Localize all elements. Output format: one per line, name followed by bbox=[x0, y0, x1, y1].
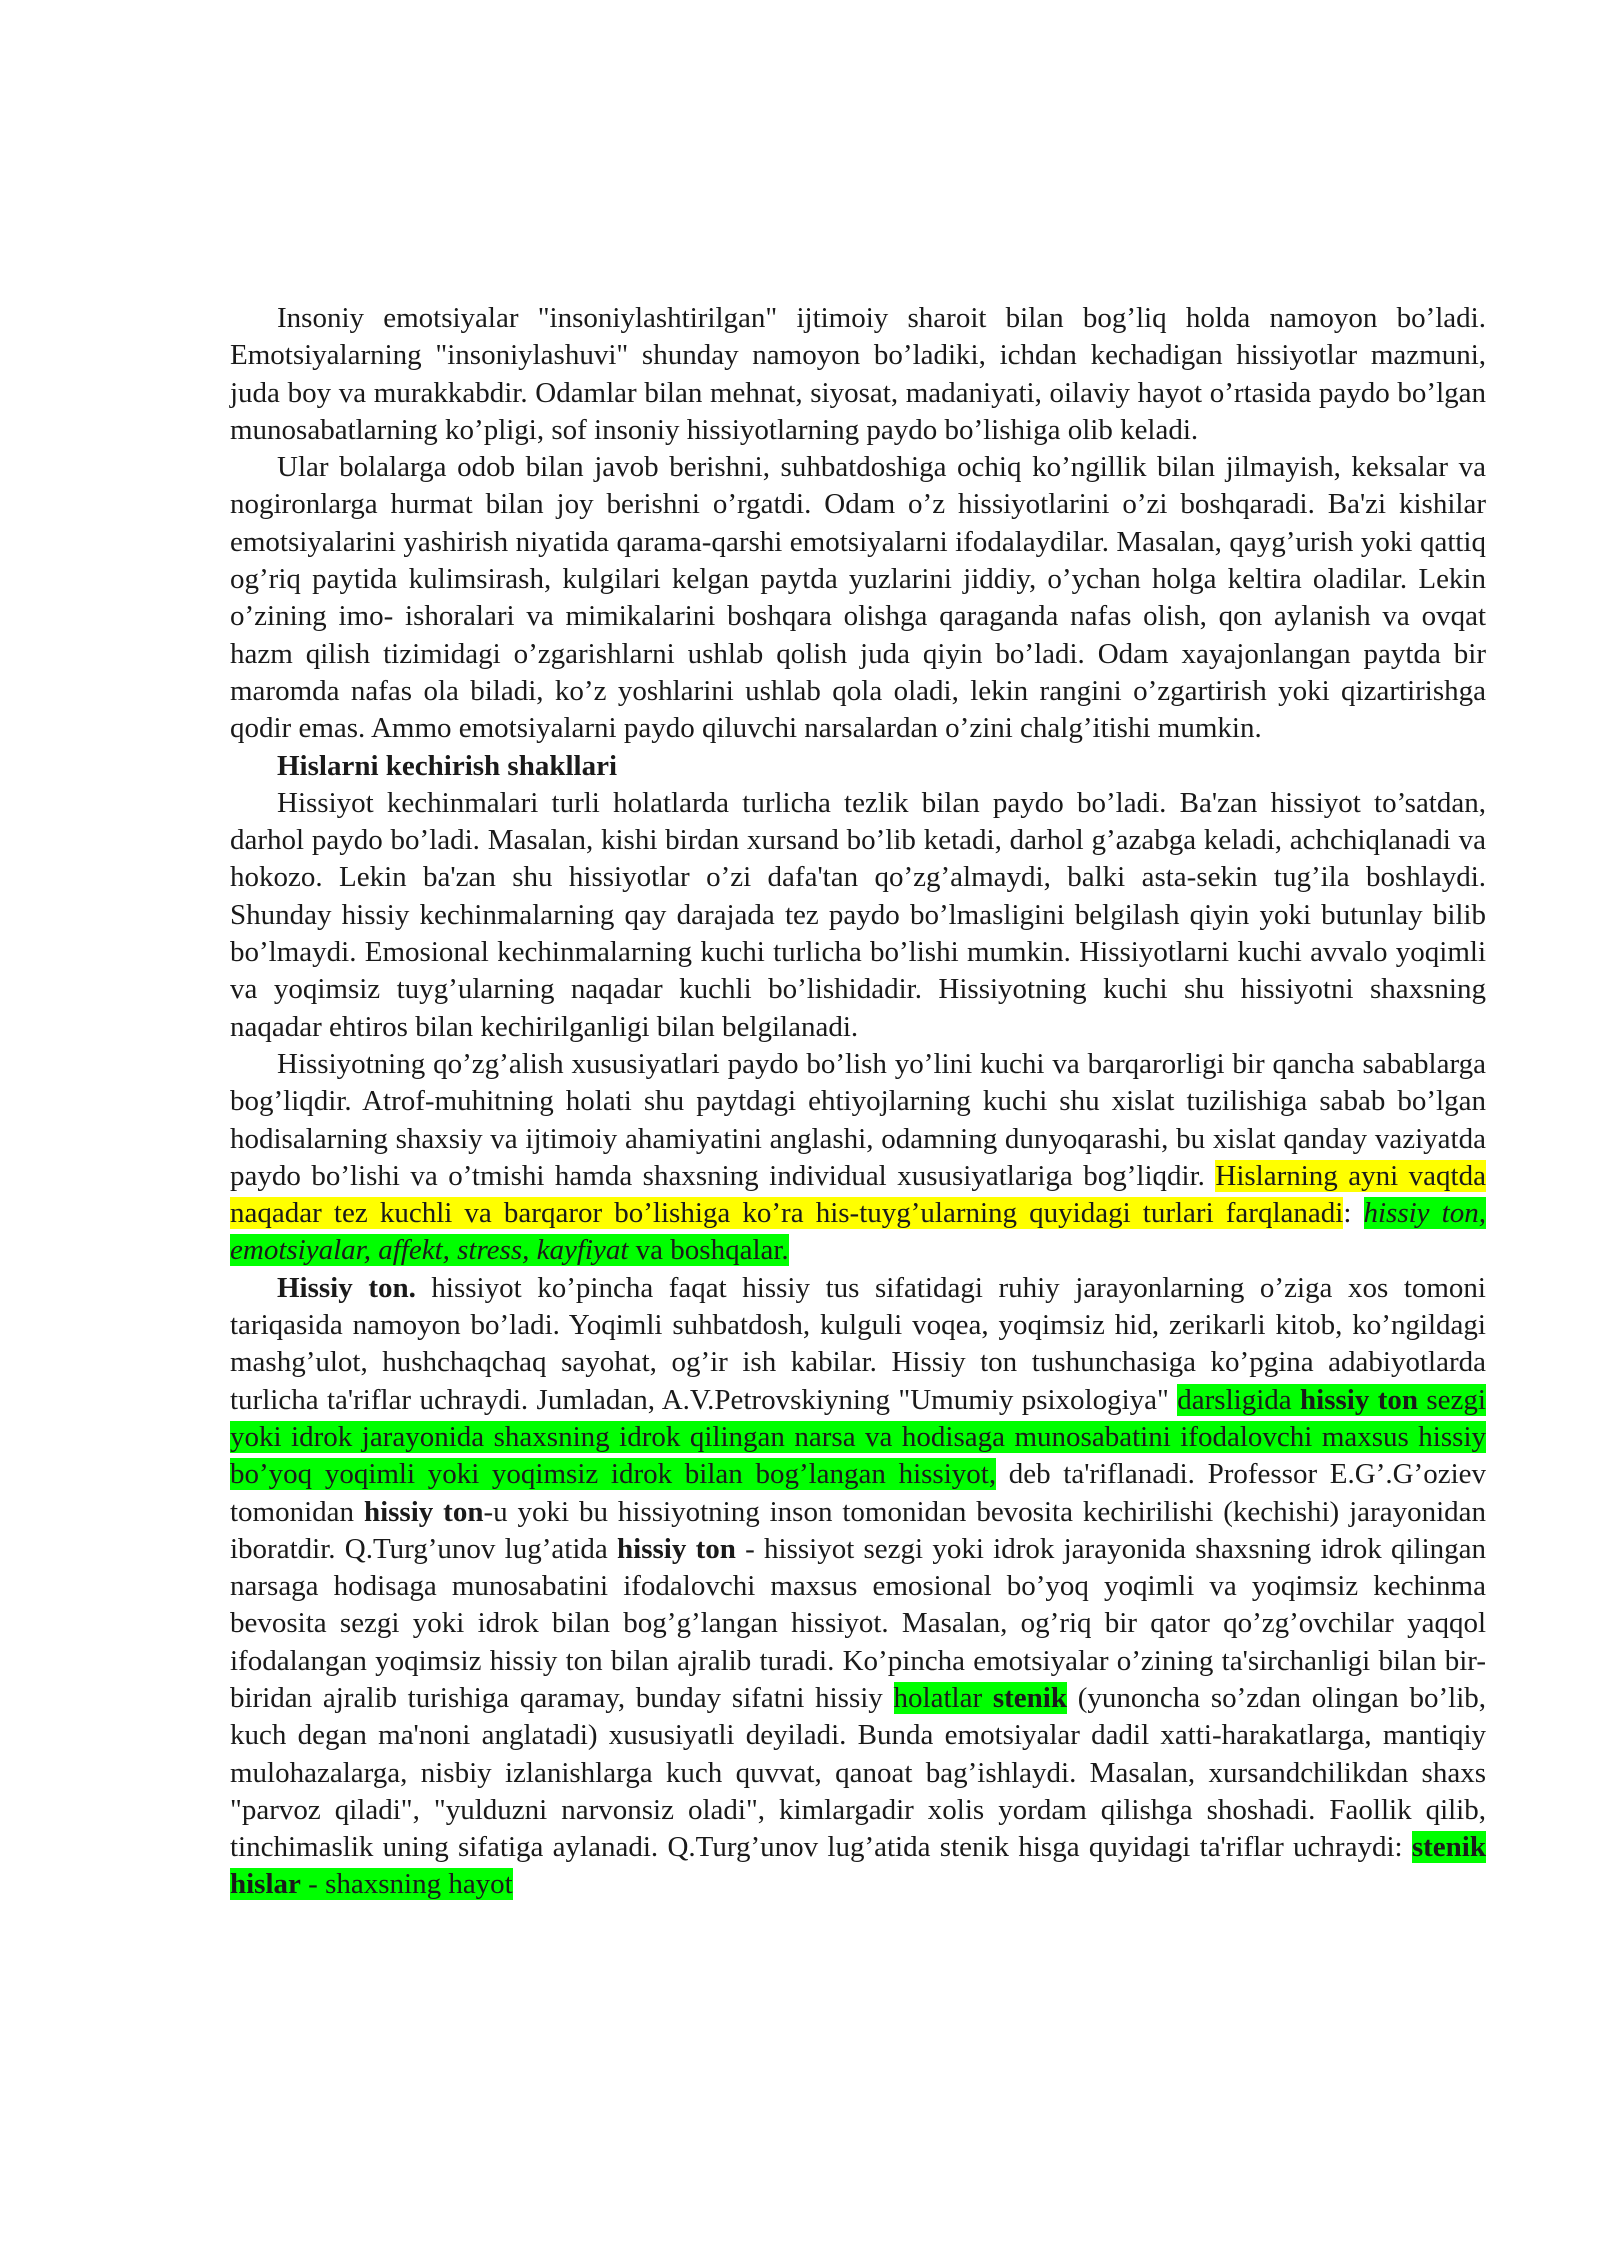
paragraph-4 bbox=[230, 1046, 1486, 1270]
definition-start: darsligida bbox=[1177, 1383, 1301, 1416]
stenik-hislar-bold: stenik hislar bbox=[230, 1831, 1486, 1901]
paragraph-1: Insoniy emotsiyalar "insoniylashtirilgan" ijtimoiy sharoit bilan bog’liq holda namoyon bo’ladi. Emotsiyalarning "insoniylashuvi" shunday namoyon bo’ladiki, ichdan kechadigan hissiyotlar mazmuni, juda boy va murakkabdir. Odamlar bilan mehnat, siyosat, madaniyati, oilaviy hayot o’rtasida paydo bo’lgan munosabatlarning ko’pligi, sof insoniy hissiyotlarning paydo bo’lishiga olib keladi. bbox=[230, 302, 1486, 446]
section-heading: Hislarni kechirish shakllari bbox=[277, 749, 617, 782]
holatlar-text: holatlar bbox=[893, 1681, 993, 1714]
paragraph-3: Hissiyot kechinmalari turli holatlarda turlicha tezlik bilan paydo bo’ladi. Ba'zan hissiyot to’satdan, darhol paydo bo’ladi. Masalan, kishi birdan xursand bo’lib ketadi, darhol g’azabga keladi, achchiqlanadi va hokozo. Lekin ba'zan shu hissiyotlar o’zi dafa'tan qo’zg’almaydi, balki asta-sekin tug’ila boshlaydi. Shunday hissiy kechinmalarning qay darajada tez paydo bo’lmasligini belgilash qiyin yoki butunlay bilib bo’lmaydi. Emosional kechinmalarning kuchi turlicha bo’lishi mumkin. Hissiyotlarni kuchi avvalo yoqimli va yoqimsiz tuyg’ularning naqadar kuchli bo’lishidadir. Hissiyotning kuchi shu hissiyotni shaxsning naqadar ehtiros bilan kechirilganligi bilan belgilanadi. bbox=[230, 786, 1486, 1043]
stenik-bold: stenik bbox=[992, 1681, 1067, 1714]
paragraph-5-text-2: deb ta'riflanadi. Professor E.G’.G’oziev tomonidan bbox=[230, 1458, 1486, 1528]
document-page bbox=[230, 300, 1486, 1904]
paragraph-5-text-5: (yunoncha so’zdan olingan bo’lib, kuch degan ma'noni anglatadi) xususiyatli deyiladi. Bunda emotsiyalar dadil xatti-harakatlarga, mantiqiy mulohazalarga, nisbiy izlanishlarga kuch quvvat, qanoat bag’ishlaydi. Masalan, xursandchilikdan shaxs "parvoz qiladi", "yulduzni narvonsiz oladi", kimlargadir xolis yordam qilishga shoshadi. Faollik qilib, tinchimaslik uning sifatiga aylanadi. Q.Turg’unov lug’atida stenik hisga quyidagi ta'riflar uchraydi: bbox=[230, 1681, 1487, 1864]
hissiy-ton-bold-3: hissiy ton bbox=[617, 1532, 736, 1565]
hissiy-ton-lead: Hissiy ton. bbox=[277, 1271, 416, 1304]
paragraph-5-text-1: hissiyot ko’pincha faqat hissiy tus sifatidagi ruhiy jarayonlarning o’ziga xos tomoni tariqasida namoyon bo’ladi. Yoqimli suhbatdosh, kulguli voqea, yoqimsiz hid, zerikarli kitob, ko’ngildagi mashg’ulot, hushchaqchaq sayohat, og’ir ish kabilar. Hissiy ton tushunchasiga ko’pgina adabiyotlarda turlicha ta'riflar uchraydi. Jumladan, A.V.Petrovskiyning "Umumiy psixologiya" bbox=[230, 1271, 1486, 1416]
yellow-highlight: Hislarning ayni vaqtda naqadar tez kuchli va barqaror bo’lishiga ko’ra his-tuyg’ularning quyidagi turlari farqlanadi bbox=[230, 1159, 1486, 1230]
paragraph-5-text-4: - hissiyot sezgi yoki idrok jarayonida shaxsning idrok qilingan narsaga hodisaga munosabatini ifodalovchi maxsus emosional bo’yoq yoqimli va yoqimsiz kechinma bevosita sezgi yoki idrok bilan bog’g’langan hissiyot. Masalan, og’riq bir qator qo’zg’ovchilar yaqqol ifodalangan yoqimsiz hissiy ton bilan ajralib turadi. Ko’pincha emotsiyalar o’zining ta'sirchanligi bilan bir-biridan ajralib turishiga qaramay, bunday sifatni hissiy bbox=[230, 1532, 1487, 1714]
paragraph-5 bbox=[230, 1270, 1486, 1904]
definition-body: sezgi yoki idrok jarayonida shaxsning idrok qilingan narsa va hodisaga munosabatini ifodalovchi maxsus hissiy bo’yoq yoqimli yoki yoqimsiz idrok bilan bog’langan hissiyot, bbox=[230, 1383, 1486, 1491]
stenik-hislar-tail: - shaxsning hayot bbox=[300, 1868, 513, 1901]
paragraph-4-text: Hissiyotning qo’zg’alish xususiyatlari paydo bo’lish yo’lini kuchi va barqarorligi bir qancha sabablarga bog’liqdir. Atrof-muhitning holati shu paytdagi ehtiyojlarning kuchi shu xislat tuzilishiga sabab bo’lgan hodisalarning shaxsiy va ijtimoiy ahamiyatini anglashi, odamning dunyoqarashi, bu xislat qanday vaziyatda paydo bo’lishi va o’tmishi hamda shaxsning individual xususiyatlariga bog’liqdir. bbox=[230, 1047, 1486, 1192]
green-highlight-tail: va boshqalar. bbox=[628, 1234, 789, 1267]
hissiy-ton-bold-2: hissiy ton bbox=[363, 1495, 484, 1528]
paragraph-2: Ular bolalarga odob bilan javob berishni, suhbatdoshiga ochiq ko’ngillik bilan jilmayish, keksalar va nogironlarga hurmat bilan joy berishni o’rgatdi. Odam o’z hissiyotlarini o’zi boshqaradi. Ba'zi kishilar emotsiyalarini yashirish niyatida qarama-qarshi emotsiyalarni ifodalaydilar. Masalan, qayg’urish yoki qattiq og’riq paytida kulimsirash, kulgilari kelgan paytda yuzlarini jiddiy, o’ychan holga keltira oladilar. Lekin o’zining imo- ishoralari va mimikalarini boshqara olishga qaraganda nafas olish, qon aylanish va ovqat hazm qilish tizimidagi o’zgarishlarni ushlab qolish juda qiyin bo’ladi. Odam xayajonlangan paytda bir maromda nafas ola biladi, ko’z yoshlarini ushlab qola oladi, lekin rangini o’zgartirish yoki qizartirishga qodir emas. Ammo emotsiyalarni paydo qiluvchi narsalardan o’zini chalg’itishi mumkin. bbox=[230, 451, 1486, 745]
colon-text: : bbox=[1343, 1197, 1364, 1230]
emotion-types-italic: hissiy ton, emotsiyalar, affekt, stress, kayfiyat bbox=[230, 1197, 1486, 1267]
paragraph-5-text-3: -u yoki bu hissiyotning inson tomonidan bevosita kechirilishi (kechishi) jarayonidan iboratdir. Q.Turg’unov lug’atida bbox=[230, 1495, 1486, 1565]
definition-term-bold: hissiy ton bbox=[1300, 1383, 1419, 1416]
green-highlight-stenik bbox=[894, 1682, 1067, 1714]
